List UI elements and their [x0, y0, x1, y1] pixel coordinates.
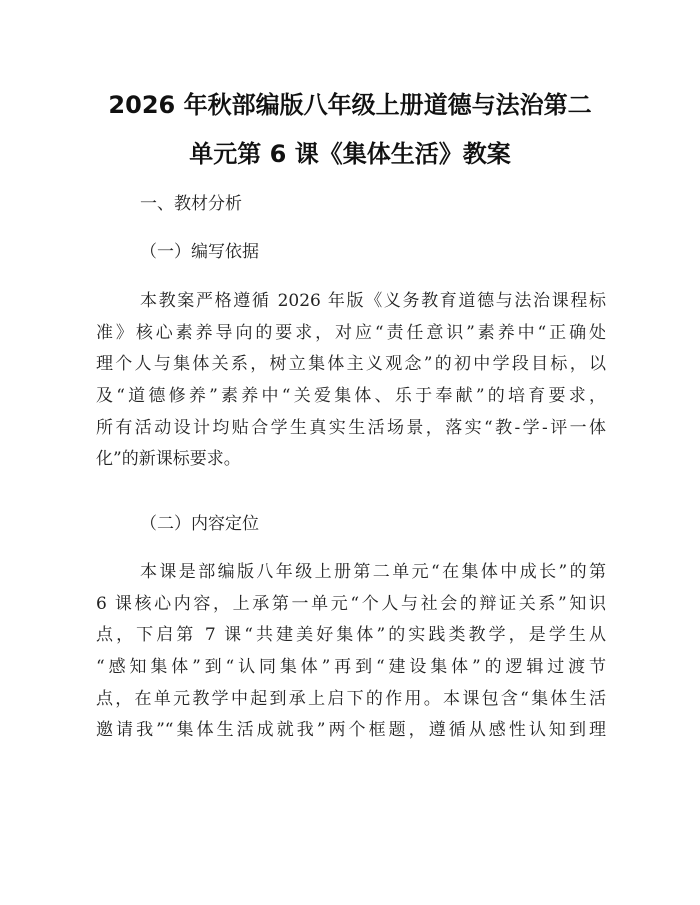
paragraph-line: 本课是部编版八年级上册第二单元“在集体中成长”的第 — [140, 562, 606, 582]
paragraph-line: 6 课核心内容，上承第一单元“个人与社会的辩证关系”知识 — [96, 593, 606, 614]
paragraph-basis — [96, 286, 606, 476]
paragraph-line: 理个人与集体关系，树立集体主义观念”的初中学段目标，以 — [96, 354, 606, 375]
paragraph-line: 化”的新课标要求。 — [96, 449, 241, 470]
paragraph-line: 点，下启第 7 课“共建美好集体”的实践类教学，是学生从 — [96, 625, 606, 646]
paragraph-line: 及“道德修养”素养中“关爱集体、乐于奉献”的培育要求， — [96, 386, 606, 407]
paragraph-positioning — [96, 557, 606, 747]
subsection-heading-positioning: （二）内容定位 — [140, 514, 259, 534]
paragraph-line: 邀请我”“集体生活成就我”两个框题，遵循从感性认知到理 — [96, 720, 606, 741]
paragraph-line: “感知集体”到“认同集体”再到“建设集体”的逻辑过渡节 — [96, 657, 606, 678]
paragraph-line: 所有活动设计均贴合学生真实生活场景，落实“教-学-评一体 — [96, 417, 606, 438]
document-title-line-2: 单元第 6 课《集体生活》教案 — [189, 140, 511, 168]
paragraph-line: 准》核心素养导向的要求，对应“责任意识”素养中“正确处 — [96, 322, 606, 343]
paragraph-line: 点，在单元教学中起到承上启下的作用。本课包含“集体生活 — [96, 688, 606, 709]
subsection-heading-basis: （一）编写依据 — [140, 242, 259, 262]
section-heading-textbook-analysis: 一、教材分析 — [140, 194, 242, 214]
document-title-line-1: 2026 年秋部编版八年级上册道德与法治第二 — [108, 91, 592, 119]
paragraph-line: 本教案严格遵循 2026 年版《义务教育道德与法治课程标 — [140, 291, 606, 311]
